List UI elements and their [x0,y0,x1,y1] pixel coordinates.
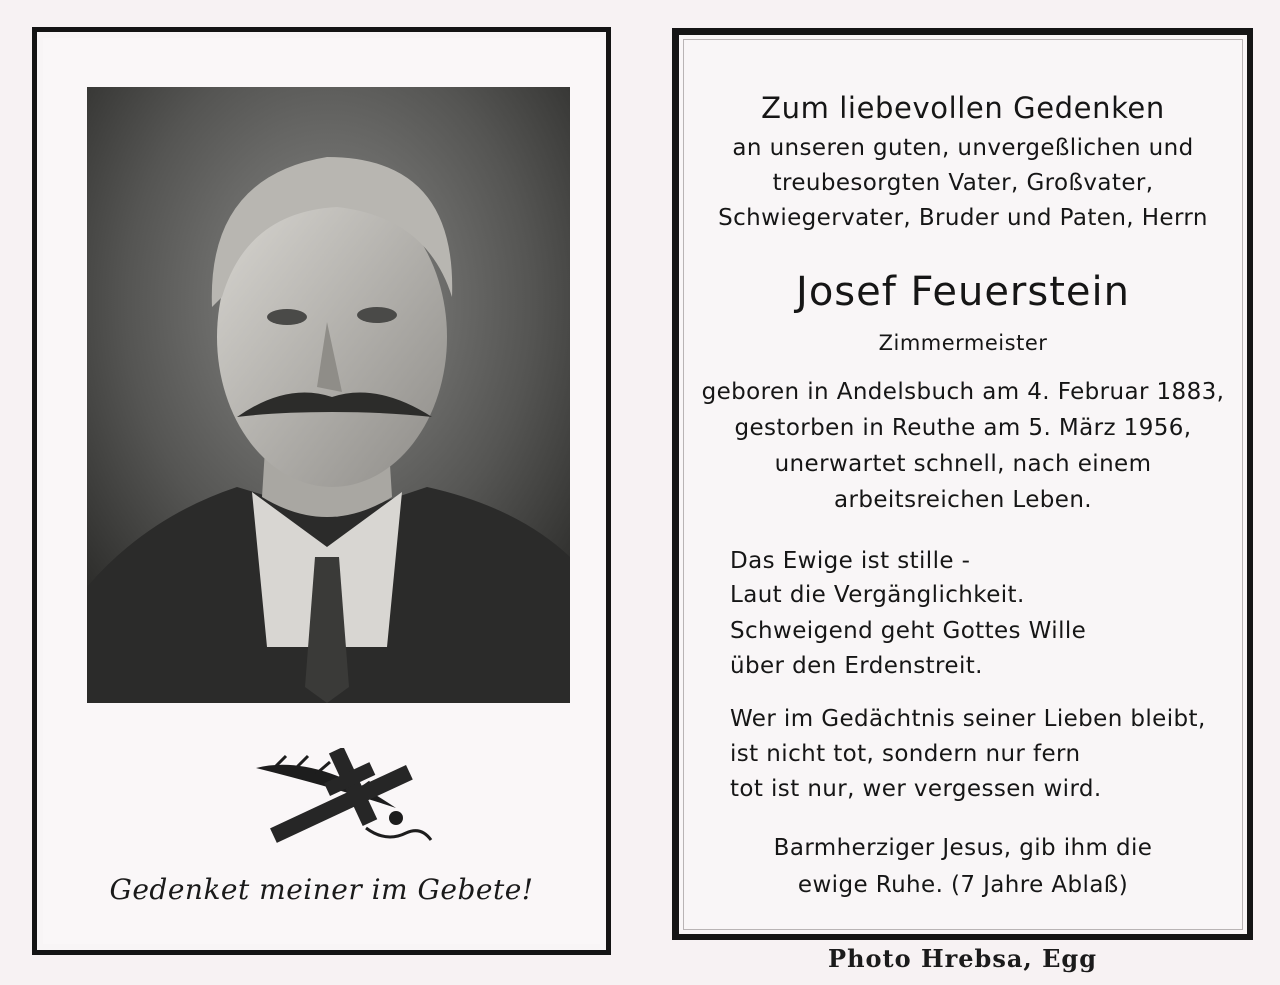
dedication-line: Schwiegervater, Bruder und Paten, Herrn [718,205,1208,231]
verse-line: Wer im Gedächtnis seiner Lieben bleibt, [730,706,1206,732]
occupation: Zimmermeister [878,331,1048,355]
memorial-card-front [32,27,611,955]
card-front-inner [43,38,600,944]
dedication-line: an unseren guten, unvergeßlichen und [732,135,1194,161]
verse-line: tot ist nur, wer vergessen wird. [730,776,1102,802]
verse-line: über den Erdenstreit. [730,653,983,679]
life-line: unerwartet schnell, nach einem [774,451,1152,477]
verse-line: Laut die Vergänglichkeit. [730,582,1025,608]
memorial-card-back [672,28,1253,940]
portrait-photo [87,87,570,703]
photographer-credit: Photo Hrebsa, Egg [828,944,1097,973]
memorial-heading: Zum liebevollen Gedenken [761,91,1165,125]
closing-prayer-line: ewige Ruhe. (7 Jahre Ablaß) [797,872,1129,898]
verse-line: Schweigend geht Gottes Wille [730,618,1087,644]
life-line: gestorben in Reuthe am 5. März 1956, [734,415,1192,441]
cross-and-palm-emblem [246,748,436,848]
prayer-inscription: Gedenket meiner im Gebete! [109,873,534,906]
verse-line: ist nicht tot, sondern nur fern [730,741,1081,767]
dedication-line: treubesorgten Vater, Großvater, [772,170,1154,196]
verse-line: Das Ewige ist stille - [730,548,971,574]
closing-prayer-line: Barmherziger Jesus, gib ihm die [773,835,1153,861]
deceased-name: Josef Feuerstein [796,269,1130,315]
life-line: arbeitsreichen Leben. [833,487,1093,513]
life-line: geboren in Andelsbuch am 4. Februar 1883, [701,379,1225,405]
